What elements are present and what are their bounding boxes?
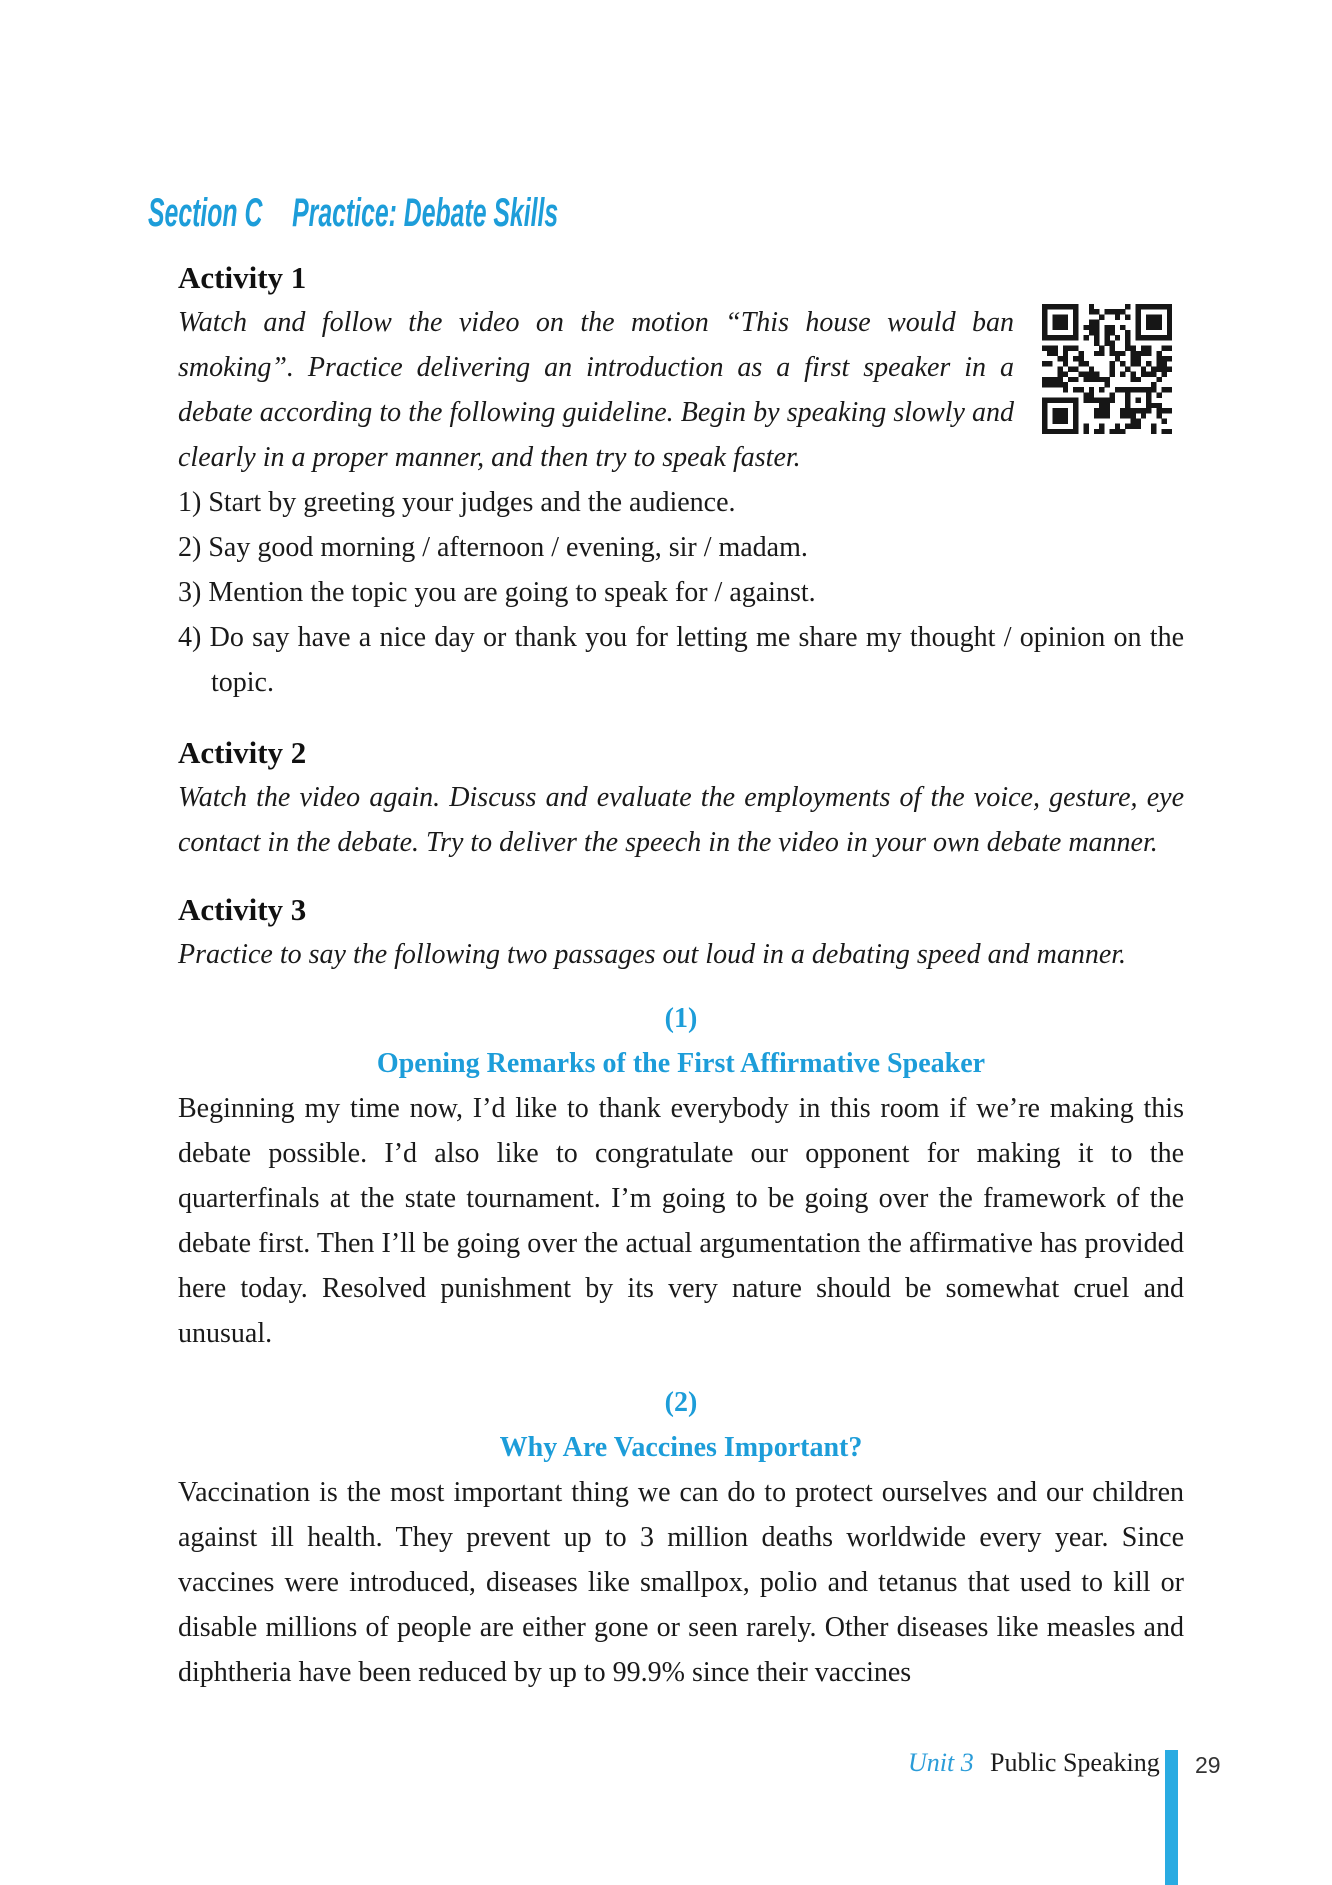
section-title [148,191,558,235]
section-label: Section C [148,191,263,235]
list-item [178,570,1184,615]
passage-2-number: (2) [664,1387,698,1418]
footer-unit-label: Unit 3 [908,1748,974,1777]
footer-accent-bar [1165,1750,1178,1885]
passage-2-body: Vaccination is the most important thing we can do to protect ourselves and our children against ill health. They prevent up to 3 million deaths worldwide every year. Since vaccines were introduced, diseases like smallpox, polio and tetanus that used to kill or disable millions of people are either gone or seen rarely. Other diseases like measles and diphtheria have been reduced by up to 99.9% since their vaccines [178,1477,1184,1688]
step-text: Say good morning / afternoon / evening, sir / madam. [208,532,808,563]
passage-1 [178,996,1184,1356]
step-number: 4) [178,622,202,653]
list-item [178,615,1184,705]
activity-3-heading: Activity 3 [178,892,307,927]
passage-2 [178,1380,1184,1695]
activity-1-steps [178,480,1184,705]
passage-2-title: Why Are Vaccines Important? [499,1432,863,1463]
activity-3-instructions: Practice to say the following two passages out loud in a debating speed and manner. [178,939,1127,970]
step-number: 2) [178,532,202,563]
step-text: Do say have a nice day or thank you for letting me share my thought / opinion on the topic. [209,622,1185,698]
activity-2-heading: Activity 2 [178,735,307,770]
step-number: 1) [178,487,202,518]
step-text: Start by greeting your judges and the audience. [208,487,736,518]
activity-1-heading: Activity 1 [178,260,307,295]
footer-unit-title: Public Speaking [990,1748,1160,1777]
activity-1-instructions [178,300,1184,480]
qr-code-image [1042,304,1172,434]
list-item [178,480,1184,525]
section-title-text: Practice: Debate Skills [292,191,559,235]
passage-1-number: (1) [664,1003,698,1034]
passage-1-title: Opening Remarks of the First Affirmative Speaker [376,1048,986,1079]
step-text: Mention the topic you are going to speak for / against. [208,577,816,608]
activity-2-instructions: Watch the video again. Discuss and evaluate the employments of the voice, gesture, eye contact in the debate. Try to deliver the speech in the video in your own debate manner. [178,782,1184,858]
passage-1-body: Beginning my time now, I’d like to thank everybody in this room if we’re making this debate possible. I’d also like to congratulate our opponent for making it to the quarterfinals at the state tournament. I’m going to be going over the framework of the debate first. Then I’ll be going over the actual argumentation the affirmative has provided here today. Resolved punishment by its very nature should be somewhat cruel and unusual. [178,1093,1184,1349]
step-number: 3) [178,577,202,608]
page-content [178,255,1184,1695]
footer-page-number: 29 [1195,1752,1221,1778]
list-item [178,525,1184,570]
activity-1-instructions-text: Watch and follow the video on the motion “This house would ban smoking”. Practice delivering an introduction as a first speaker in a debate according to the following guideline. Begin by speaking slowly and clearly in a proper manner, and then try to speak faster. [178,307,1014,473]
